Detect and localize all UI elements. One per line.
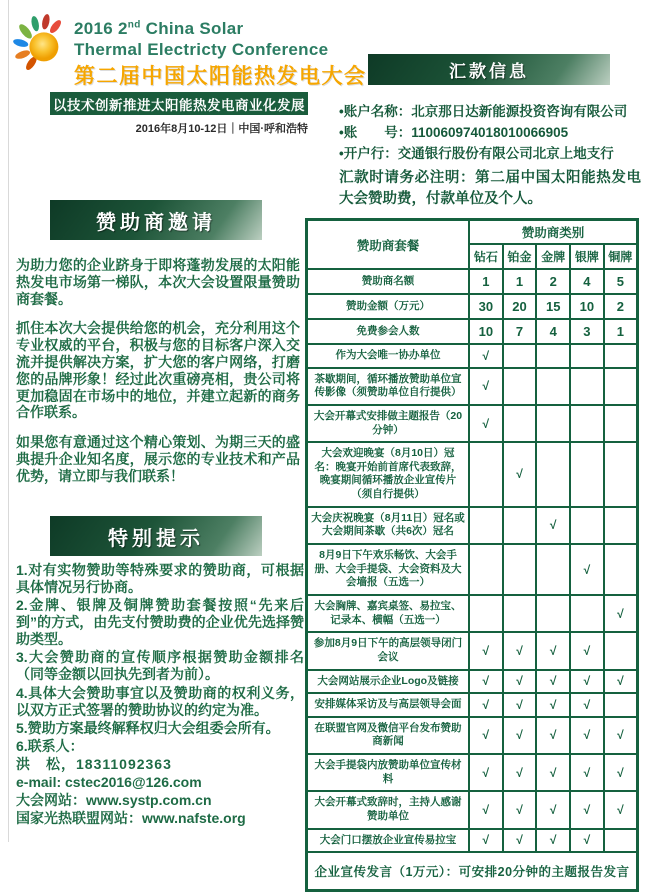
notice-list	[16, 562, 304, 828]
check-mark: √	[469, 717, 503, 754]
check-mark: √	[570, 693, 604, 717]
table-footer-note: 企业宣传发言（1万元）：可安排20分钟的主题报告发言	[307, 852, 638, 891]
notice-item: 4.具体大会赞助事宜以及赞助商的权利义务，以双方正式签署的赞助协议的约定为准。	[16, 684, 304, 718]
empty-cell	[469, 544, 503, 595]
remittance-banner: 汇款信息	[368, 54, 610, 85]
benefit-row	[307, 670, 638, 694]
benefit-row	[307, 442, 638, 507]
check-mark: √	[536, 507, 570, 544]
row-label: 8月9日下午欢乐畅饮、大会手册、大会手提袋、大会资料及大会墙报（五选一）	[307, 544, 470, 595]
empty-cell	[570, 507, 604, 544]
check-mark: √	[469, 344, 503, 368]
check-mark: √	[503, 754, 537, 791]
empty-cell	[570, 405, 604, 442]
check-mark: √	[536, 632, 570, 669]
remittance-line: •开户行：交通银行股份有限公司北京上地支行	[339, 145, 614, 161]
empty-cell	[604, 507, 638, 544]
row-label: 免费参会人数	[307, 319, 470, 344]
empty-cell	[570, 442, 604, 507]
row-label: 茶歇期间，循环播放赞助单位宣传影像（须赞助单位自行提供）	[307, 368, 470, 405]
check-mark: √	[469, 754, 503, 791]
row-label: 大会胸牌、嘉宾桌签、易拉宝、记录本、横幅（五选一）	[307, 595, 470, 632]
value-row	[307, 269, 638, 294]
empty-cell	[503, 368, 537, 405]
empty-cell	[536, 368, 570, 405]
check-mark: √	[536, 717, 570, 754]
check-mark: √	[469, 368, 503, 405]
tier-header-铂金: 铂金	[503, 244, 537, 269]
table-header-row-1	[307, 220, 638, 245]
benefit-row	[307, 829, 638, 853]
check-mark: √	[503, 717, 537, 754]
tier-header-银牌: 银牌	[570, 244, 604, 269]
row-value: 7	[503, 319, 537, 344]
check-mark: √	[604, 595, 638, 632]
row-label: 赞助金额（万元）	[307, 294, 470, 319]
benefit-row	[307, 791, 638, 828]
sponsor-table-body	[307, 269, 638, 891]
row-value: 10	[570, 294, 604, 319]
empty-cell	[536, 595, 570, 632]
empty-cell	[536, 544, 570, 595]
notice-item: 1.对有实物赞助等特殊要求的赞助商，可根据具体情况另行协商。	[16, 562, 304, 596]
benefit-row	[307, 717, 638, 754]
empty-cell	[604, 829, 638, 853]
row-value: 4	[536, 319, 570, 344]
empty-cell	[570, 344, 604, 368]
sponsor-table-wrap	[305, 218, 639, 892]
empty-cell	[503, 595, 537, 632]
check-mark: √	[570, 670, 604, 694]
remittance-lines	[339, 102, 641, 165]
invitation-paragraph: 抓住本次大会提供给您的机会，充分利用这个专业权威的平台，积极与您的目标客户深入交流并提供解决方案，扩大您的客户网络，打磨您的品牌形象！经过此次重磅亮相，贵公司将更加稳固在市场中的地位，并建立起新的商务合作联系。	[16, 320, 300, 421]
check-mark: √	[570, 544, 604, 595]
value-row	[307, 294, 638, 319]
empty-cell	[503, 544, 537, 595]
group-header: 赞助商类别	[469, 220, 638, 245]
tier-header-铜牌: 铜牌	[604, 244, 638, 269]
benefit-row	[307, 368, 638, 405]
sponsor-table-head	[307, 220, 638, 270]
empty-cell	[570, 595, 604, 632]
check-mark: √	[536, 829, 570, 853]
benefit-row	[307, 693, 638, 717]
check-mark: √	[469, 405, 503, 442]
notice-item: 洪 松，18311092363	[16, 755, 172, 772]
row-label: 参加8月9日下午的高层领导闭门会议	[307, 632, 470, 669]
check-mark: √	[503, 829, 537, 853]
empty-cell	[503, 507, 537, 544]
check-mark: √	[503, 791, 537, 828]
tier-header-钻石: 钻石	[469, 244, 503, 269]
invitation-paragraphs	[16, 257, 300, 498]
date-venue: 2016年8月10-12日｜中国·呼和浩特	[135, 123, 308, 135]
check-mark: √	[536, 791, 570, 828]
notice-link-line[interactable]: e-mail: cstec2016@126.com	[16, 773, 202, 790]
empty-cell	[604, 632, 638, 669]
row-value: 5	[604, 269, 638, 294]
check-mark: √	[469, 829, 503, 853]
check-mark: √	[570, 632, 604, 669]
row-value: 1	[469, 269, 503, 294]
notice-link-line[interactable]: 国家光热联盟网站：www.nafste.org	[16, 810, 246, 827]
row-label: 在联盟官网及微信平台发布赞助商新闻	[307, 717, 470, 754]
check-mark: √	[503, 442, 537, 507]
empty-cell	[503, 344, 537, 368]
table-footer-row	[307, 852, 638, 891]
value-row	[307, 319, 638, 344]
notice-item: 2.金牌、银牌及铜牌赞助套餐按照“先来后到”的方式，由先支付赞助费的企业优先选择赞助类型。	[16, 597, 304, 648]
row-value: 3	[570, 319, 604, 344]
row-value: 30	[469, 294, 503, 319]
empty-cell	[604, 344, 638, 368]
row-value: 15	[536, 294, 570, 319]
title-en-year: 2016 2	[74, 19, 128, 38]
invitation-banner: 赞助商邀请	[50, 200, 262, 240]
empty-cell	[604, 405, 638, 442]
empty-cell	[604, 442, 638, 507]
benefit-row	[307, 405, 638, 442]
row-value: 1	[604, 319, 638, 344]
check-mark: √	[536, 754, 570, 791]
check-mark: √	[570, 791, 604, 828]
notice-banner: 特别提示	[50, 516, 262, 556]
remittance-line: •账 号：110060974018010066905	[339, 124, 569, 140]
notice-item: 6.联系人：	[16, 737, 84, 754]
check-mark: √	[469, 670, 503, 694]
check-mark: √	[570, 829, 604, 853]
row-value: 2	[536, 269, 570, 294]
notice-item: 3.大会赞助商的宣传顺序根据赞助金额排名（同等金额以回执先到者为前）。	[16, 649, 304, 683]
check-mark: √	[604, 670, 638, 694]
invitation-paragraph: 为助力您的企业跻身于即将蓬勃发展的太阳能热发电市场第一梯队，本次大会设置限量赞助商套餐。	[16, 257, 300, 307]
check-mark: √	[469, 632, 503, 669]
benefit-row	[307, 344, 638, 368]
check-mark: √	[604, 717, 638, 754]
benefit-row	[307, 544, 638, 595]
benefit-row	[307, 507, 638, 544]
check-mark: √	[604, 754, 638, 791]
check-mark: √	[469, 693, 503, 717]
row-label: 大会门口摆放企业宣传易拉宝	[307, 829, 470, 853]
title-en-line2: Thermal Electricty Conference	[74, 40, 329, 60]
empty-cell	[604, 368, 638, 405]
tier-header-金牌: 金牌	[536, 244, 570, 269]
row-value: 10	[469, 319, 503, 344]
remittance-line: •账户名称：北京那日达新能源投资咨询有限公司	[339, 104, 628, 119]
check-mark: √	[469, 791, 503, 828]
empty-cell	[604, 544, 638, 595]
empty-cell	[469, 442, 503, 507]
check-mark: √	[570, 754, 604, 791]
page-edge-rule	[8, 0, 9, 842]
sponsor-table	[305, 218, 639, 892]
check-mark: √	[503, 632, 537, 669]
check-mark: √	[536, 693, 570, 717]
row-label: 赞助商名额	[307, 269, 470, 294]
conference-title-en	[74, 18, 328, 61]
check-mark: √	[604, 791, 638, 828]
empty-cell	[503, 405, 537, 442]
check-mark: √	[503, 670, 537, 694]
row-label: 大会欢迎晚宴（8月10日）冠名：晚宴开始前首席代表致辞，晚宴期间循环播放企业宣传片（须自行提供）	[307, 442, 470, 507]
check-mark: √	[570, 717, 604, 754]
row-label: 大会手提袋内放赞助单位宣传材料	[307, 754, 470, 791]
empty-cell	[536, 344, 570, 368]
title-en-rest: China Solar	[140, 19, 244, 38]
check-mark: √	[503, 693, 537, 717]
row-label: 大会开幕式安排做主题报告（20分钟）	[307, 405, 470, 442]
notice-link-line[interactable]: 大会网站：www.systp.com.cn	[16, 792, 212, 809]
corner-header: 赞助商套餐	[307, 220, 470, 270]
empty-cell	[570, 368, 604, 405]
row-label: 安排媒体采访及与高层领导会面	[307, 693, 470, 717]
notice-item: 5.赞助方案最终解释权归大会组委会所有。	[16, 719, 280, 736]
row-value: 2	[604, 294, 638, 319]
row-label: 大会网站展示企业Logo及链接	[307, 670, 470, 694]
title-en-ordinal: nd	[127, 19, 141, 31]
empty-cell	[469, 595, 503, 632]
row-label: 大会庆祝晚宴（8月11日）冠名或大会期间茶歇（共6次）冠名	[307, 507, 470, 544]
row-label: 作为大会唯一协办单位	[307, 344, 470, 368]
benefit-row	[307, 595, 638, 632]
conference-title-cn: 第二届中国太阳能热发电大会	[74, 65, 367, 88]
row-value: 1	[503, 269, 537, 294]
empty-cell	[536, 405, 570, 442]
invitation-paragraph: 如果您有意通过这个精心策划、为期三天的盛典提升企业知名度，展示您的专业技术和产品优势，请立即与我们联系！	[16, 434, 300, 484]
row-value: 4	[570, 269, 604, 294]
sun-logo-icon	[12, 14, 70, 72]
check-mark: √	[536, 670, 570, 694]
benefit-row	[307, 632, 638, 669]
empty-cell	[604, 693, 638, 717]
benefit-row	[307, 754, 638, 791]
remittance-note: 汇款时请务必注明：第二届中国太阳能热发电大会赞助费，付款单位及个人。	[339, 170, 641, 208]
row-label: 大会开幕式致辞时，主持人感谢赞助单位	[307, 791, 470, 828]
slogan-banner: 以技术创新推进太阳能热发电商业化发展	[50, 92, 308, 115]
empty-cell	[536, 442, 570, 507]
row-value: 20	[503, 294, 537, 319]
empty-cell	[469, 507, 503, 544]
